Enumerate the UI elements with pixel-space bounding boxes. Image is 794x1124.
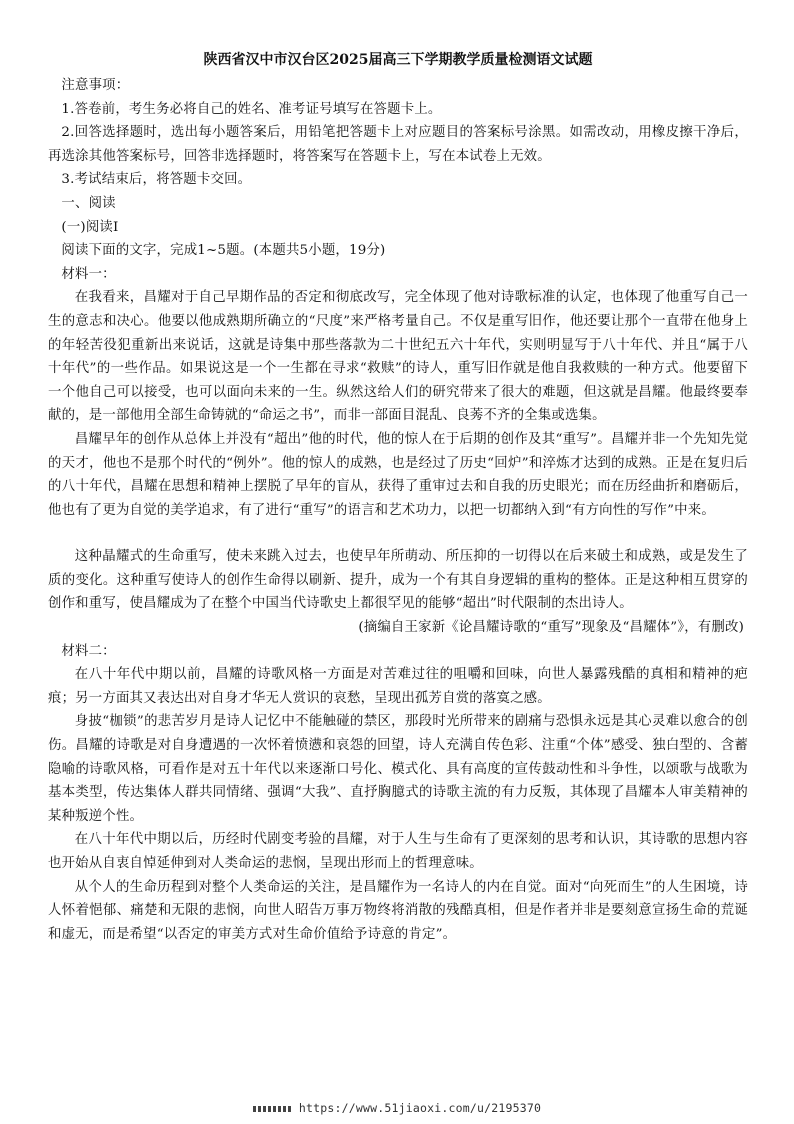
material-2-label: 材料二： (61, 643, 116, 659)
material-1-paragraph-1: 在我看来，昌耀对于自己早期作品的否定和彻底改写，完全体现了他对诗歌标准的认定，也体现了他重写自己一生的意志和决心。他要以他成熟期所确立的“尺度”来严格考量自己。不仅是重写旧作，他还要让那个一直带在他身上的年轻苦役犯重新出来说话，这就是诗集中那些落款为二十世纪五六十年代，实则明显写于八十年代、并且“属于八十年代”的一些作品。如果说这是一个一生都在寻求“救赎”的诗人，重写旧作就是他自我救赎的一种方式。他要留下一个他自己可以接受，也可以面向未来的一生。纵然这给人们的研究带来了很大的难题，但这就是昌耀。他最终要奉献的，是一部他用全部生命铸就的“命运之书”，而非一部面目混乱、良莠不齐的全集或选集。 (48, 290, 748, 424)
exam-page (48, 50, 748, 946)
material-1-paragraph-3: 这种晶耀式的生命重写，使未来跳入过去，也使早年所萌动、所压抑的一切得以在后来破土和成熟，或是发生了质的变化。这种重写使诗人的创作生命得以刷新、提升，成为一个有其自身逻辑的重构的整体。正是这种相互贯穿的创作和重写，使昌耀成为了在整个中国当代诗歌史上都很罕见的能够“超出”时代限制的杰出诗人。 (48, 549, 748, 612)
section-heading: 一、阅读 (61, 195, 116, 211)
material-2-paragraph-2: 身披“枷锁”的悲苦岁月是诗人记忆中不能触碰的禁区，那段时光所带来的剧痛与恐惧永远是其心灵难以愈合的创伤。昌耀的诗歌是对自身遭遇的一次怀着愤懑和哀怨的回望，诗人充满自传色彩、注重“个体”感受、独白型的、含蓄隐喻的诗歌风格，可看作是对五十年代以来逐渐口号化、模式化、具有高度的宣传鼓动性和斗争性，以颂歌与战歌为基本类型，传达集体人群共同情绪、强调“大我”、直抒胸臆式的诗歌主流的有力反叛，其体现了昌耀本人审美精神的某种叛逆个性。 (48, 714, 748, 824)
material-2-paragraph-4: 从个人的生命历程到对整个人类命运的关注，是昌耀作为一名诗人的内在自觉。面对“向死而生”的人生困境，诗人怀着悒郁、痛楚和无限的悲悯，向世人昭告万事万物终将消散的残酷真相，但是作者并非是要刻意宣扬生命的荒诞和虚无，而是希望“以否定的审美方式对生命价值给予诗意的肯定”。 (48, 879, 748, 942)
material-2-paragraph-3: 在八十年代中期以后，历经时代剧变考验的昌耀，对于人生与生命有了更深刻的思考和认识，其诗歌的思想内容也开始从自衷自悼延伸到对人类命运的悲悯，呈现出形而上的哲理意味。 (48, 832, 748, 871)
notice-heading: 注意事项： (61, 78, 130, 93)
notice-item-1: 1.答卷前，考生务必将自己的姓名、准考证号填写在答题卡上。 (61, 101, 442, 117)
material-1-label: 材料一： (61, 266, 116, 282)
material-1-source: (摘编自王家新《论昌耀诗歌的“重写”现象及“昌耀体”》，有删改) (358, 620, 744, 636)
page-title: 陕西省汉中市汉台区2025届高三下学期教学质量检测语文试题 (203, 52, 593, 68)
notice-item-3: 3.考试结束后，将答题卡交回。 (61, 172, 252, 188)
material-1-paragraph-2: 昌耀早年的创作从总体上并没有“超出”他的时代，他的惊人在于后期的创作及其“重写”。昌耀并非一个先知先觉的天才，他也不是那个时代的“例外”。他的惊人的成熟，也是经过了历史“回炉”和淬炼才达到的成熟。正是在复归后的八十年代，昌耀在思想和精神上摆脱了早年的盲从，获得了重审过去和自我的历史眼光；而在历经曲折和磨砺后，他也有了更为自觉的美学追求，有了进行“重写”的语言和艺术功力，以把一切都纳入到“有方向性的写作”中来。 (48, 431, 748, 518)
page-footer (0, 1101, 794, 1115)
watermark-icon (253, 1106, 293, 1112)
subsection-heading: (一)阅读Ⅰ (61, 219, 119, 235)
notice-item-2: 2.回答选择题时，选出每小题答案后，用铅笔把答题卡上对应题目的答案标号涂黑。如需改动，用橡皮擦干净后，再选涂其他答案标号，回答非选择题时，将答案写在答题卡上，写在本试卷上无效。 (48, 125, 748, 164)
material-2-paragraph-1: 在八十年代中期以前，昌耀的诗歌风格一方面是对苦难过往的咀嚼和回味，向世人暴露残酷的真相和精神的疤痕；另一方面其又表达出对自身才华无人赏识的哀愁，呈现出孤芳自赏的落寞之感。 (48, 667, 748, 706)
paragraph-spacer (48, 522, 748, 545)
footer-url[interactable]: https://www.51jiaoxi.com/u/2195370 (298, 1101, 542, 1115)
reading-instruction: 阅读下面的文字，完成1~5题。(本题共5小题，19分) (61, 243, 386, 259)
